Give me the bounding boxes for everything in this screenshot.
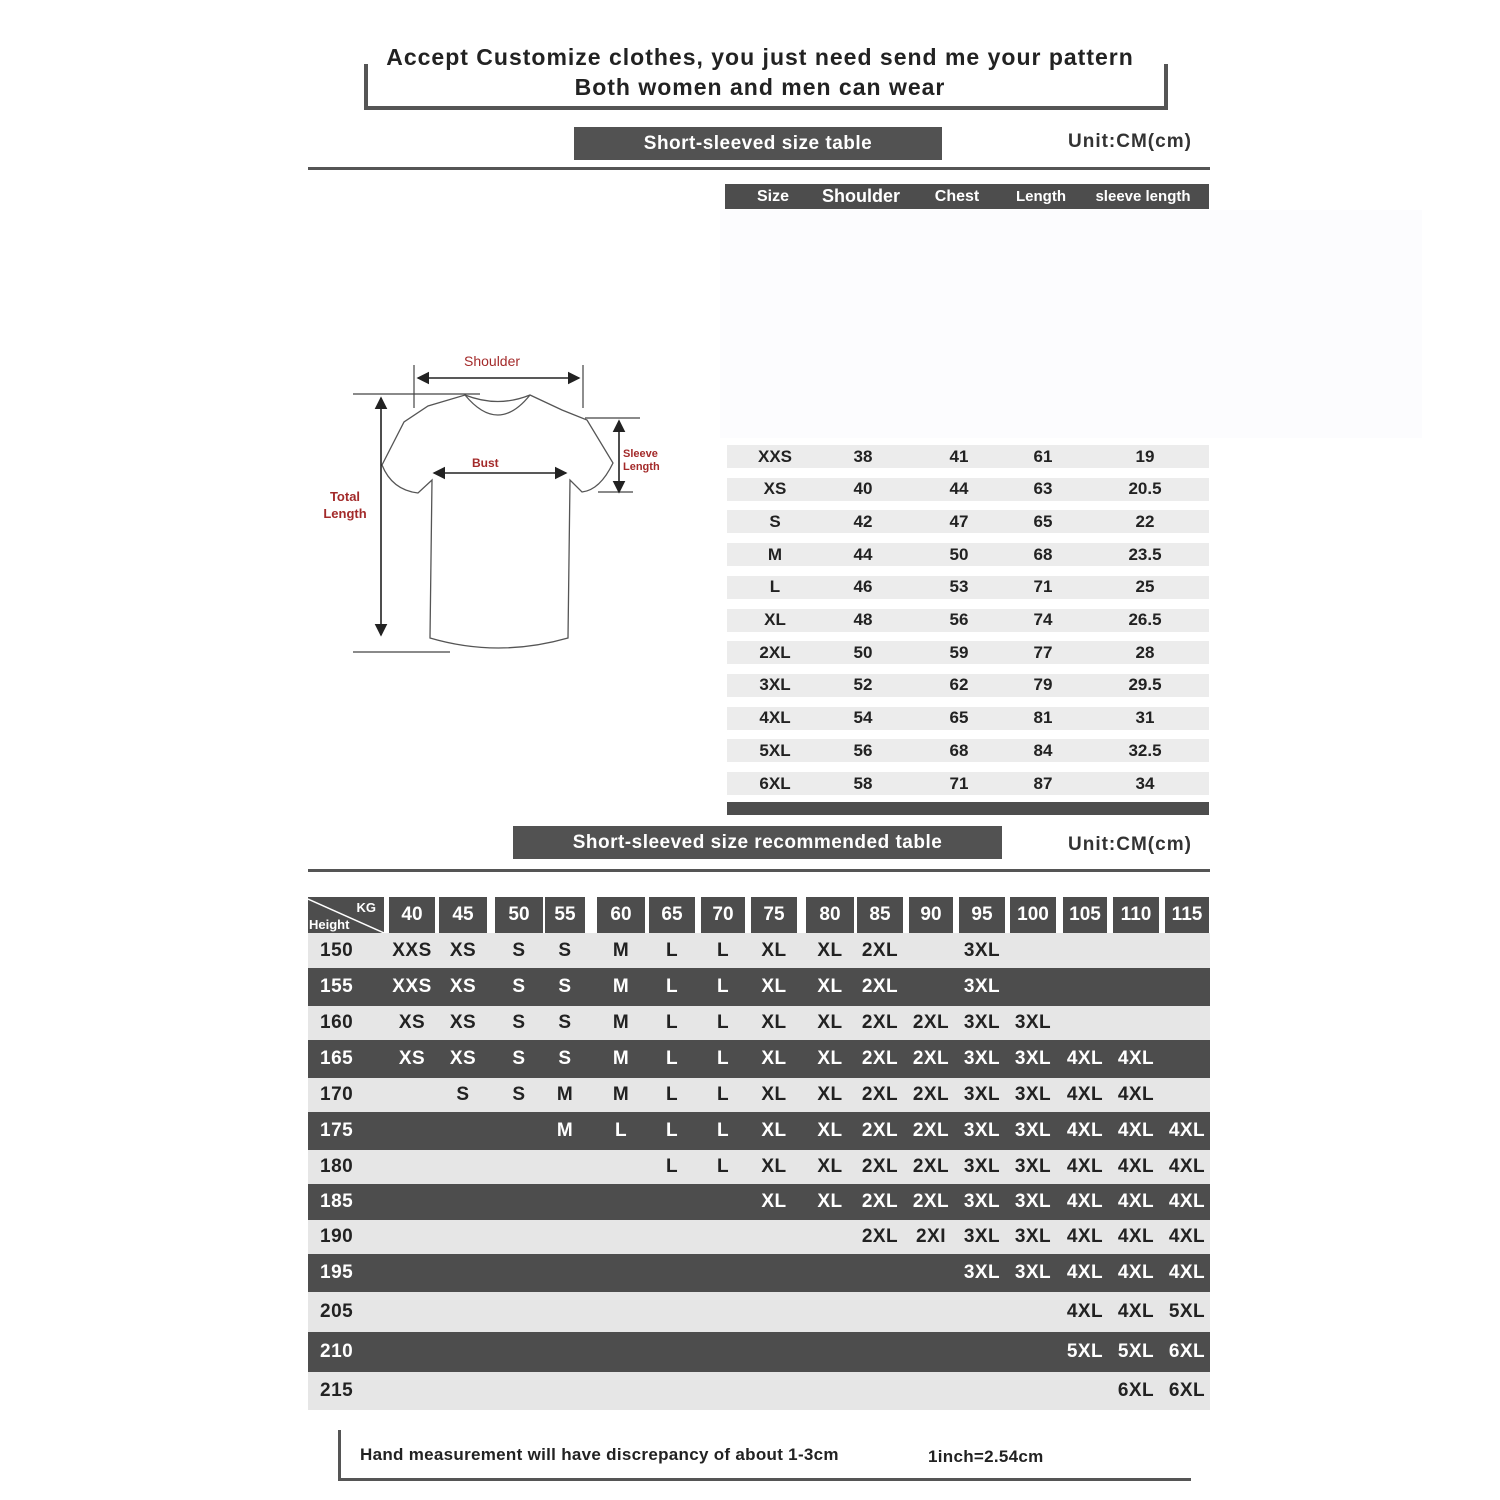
recommended-size-cell: 2XL	[912, 1084, 950, 1105]
recommended-size-cell: 2XL	[861, 1156, 899, 1177]
recommended-size-cell: XL	[817, 976, 843, 997]
row-height-label: 165	[320, 1048, 354, 1069]
diagram-total-length-label	[320, 488, 370, 522]
row-height-label: 155	[320, 976, 354, 997]
size-table-row	[727, 609, 1209, 632]
recommended-size-cell: 3XL	[1014, 1120, 1052, 1141]
recommended-size-cell: 3XL	[963, 1012, 1001, 1033]
recommended-size-cell: 4XL	[1066, 1226, 1104, 1247]
size-cell-size: 5XL	[759, 740, 791, 760]
size-cell-length: 79	[1033, 675, 1053, 695]
size-cell-size: 4XL	[759, 708, 791, 728]
recommended-size-cell: L	[716, 1156, 730, 1177]
recommended-size-cell: 4XL	[1066, 1191, 1104, 1212]
size-cell-chest: 71	[949, 773, 969, 793]
size-cell-length: 63	[1033, 479, 1053, 499]
header-line-2: Both women and men can wear	[574, 74, 946, 100]
recommended-size-cell: L	[665, 939, 679, 961]
recommended-size-cell: 2XL	[861, 1048, 899, 1069]
recommend-table-row	[308, 1184, 1210, 1220]
recommended-size-cell: XL	[817, 1012, 843, 1033]
recommended-size-cell: 4XL	[1066, 1262, 1104, 1283]
size-cell-chest: 65	[949, 708, 969, 728]
size-cell-sleeve: 20.5	[1128, 479, 1162, 499]
recommended-size-cell: 4XL	[1168, 1156, 1206, 1177]
row-height-label: 195	[320, 1262, 354, 1283]
row-height-label: 175	[320, 1120, 354, 1141]
size-table-row	[727, 478, 1209, 501]
size-cell-shoulder: 48	[853, 610, 873, 629]
size-cell-sleeve: 25	[1135, 577, 1155, 597]
recommended-size-cell: 4XL	[1168, 1120, 1206, 1141]
size-table-row	[727, 510, 1209, 533]
size-cell-length: 74	[1033, 610, 1053, 629]
recommended-size-cell: L	[716, 1120, 730, 1141]
recommended-size-cell: 4XL	[1066, 1048, 1104, 1069]
recommended-size-cell: 3XL	[1014, 1012, 1052, 1033]
diagram-sleeve-label	[623, 448, 660, 474]
recommended-size-cell: 2XL	[912, 1120, 950, 1141]
recommended-size-cell: M	[612, 1084, 630, 1105]
size-table-row	[727, 772, 1209, 795]
size-table-row	[727, 641, 1209, 664]
recommended-size-cell: 3XL	[963, 1120, 1001, 1141]
recommended-size-cell: 4XL	[1066, 1120, 1104, 1141]
size-cell-sleeve: 23.5	[1128, 544, 1162, 564]
size-cell-shoulder: 42	[853, 511, 873, 531]
recommended-size-cell: 3XL	[963, 1262, 1001, 1283]
recommended-size-cell: 4XL	[1117, 1262, 1155, 1283]
recommended-size-cell: 3XL	[1014, 1226, 1052, 1247]
size-cell-shoulder: 50	[853, 642, 873, 662]
size-cell-sleeve: 31	[1135, 708, 1155, 728]
recommend-table-row	[308, 1372, 1210, 1410]
recommended-size-cell: XXS	[392, 976, 432, 997]
row-height-label: 185	[320, 1191, 354, 1212]
blank-panel	[720, 210, 1422, 438]
recommended-size-cell: L	[665, 1048, 679, 1069]
recommended-size-cell: XL	[817, 1191, 843, 1212]
recommend-table-unit: Unit:CM(cm)	[1068, 834, 1192, 855]
recommended-size-cell: XL	[761, 1084, 787, 1105]
diagram-total-label-1: Total	[329, 489, 361, 504]
recommend-table-row	[308, 1292, 1210, 1332]
recommended-size-cell: 4XL	[1117, 1301, 1155, 1322]
recommended-size-cell: 3XL	[963, 1191, 1001, 1212]
kg-header-cell: 110	[1113, 897, 1159, 933]
recommended-size-cell: XL	[817, 1048, 843, 1069]
recommended-size-cell: 2XL	[912, 1191, 950, 1212]
kg-header-cell: 70	[701, 897, 745, 933]
recommended-size-cell: M	[556, 1084, 574, 1105]
corner-height-label: Height	[309, 917, 350, 932]
size-cell-chest: 44	[949, 479, 969, 499]
kg-header-cell: 75	[751, 897, 797, 933]
corner-kg-label: KG	[356, 900, 376, 915]
size-table-row	[727, 543, 1209, 566]
size-cell-length: 61	[1033, 446, 1053, 466]
recommended-size-cell: L	[716, 939, 730, 961]
recommended-size-cell: XS	[398, 1048, 426, 1069]
size-cell-length: 68	[1033, 544, 1053, 564]
recommend-table-row	[308, 1006, 1210, 1040]
recommended-size-cell: M	[612, 1012, 630, 1033]
recommend-table-rule	[308, 869, 1210, 872]
recommended-size-cell: 2XL	[861, 1084, 899, 1105]
size-cell-length: 84	[1033, 740, 1053, 760]
size-cell-size: 3XL	[759, 675, 791, 695]
recommended-size-cell: 3XL	[1014, 1191, 1052, 1212]
recommended-size-cell: M	[612, 976, 630, 997]
recommended-size-cell: 4XL	[1117, 1156, 1155, 1177]
size-cell-length: 87	[1033, 773, 1053, 793]
size-cell-shoulder: 52	[853, 675, 873, 695]
recommended-size-cell: L	[716, 1048, 730, 1069]
recommended-size-cell: XL	[761, 976, 787, 997]
recommended-size-cell: L	[665, 976, 679, 997]
recommended-size-cell: 2XL	[912, 1012, 950, 1033]
recommended-size-cell: 4XL	[1168, 1191, 1206, 1212]
row-height-label: 150	[320, 939, 354, 961]
size-table-row	[727, 739, 1209, 762]
kg-header-cell: 80	[806, 897, 854, 933]
recommended-size-cell: M	[612, 1048, 630, 1069]
recommended-size-cell: 3XL	[963, 1156, 1001, 1177]
recommended-size-cell: 2XL	[861, 1191, 899, 1212]
recommended-size-cell: 4XL	[1168, 1226, 1206, 1247]
recommended-size-cell: S	[456, 1084, 470, 1105]
size-cell-size: 2XL	[759, 642, 791, 662]
recommended-size-cell: S	[558, 939, 572, 961]
recommended-size-cell: 2XL	[861, 1226, 899, 1247]
size-table-footer-bar	[727, 802, 1209, 815]
diagram-sleeve-label-1: Sleeve	[623, 448, 658, 460]
recommended-size-cell: XL	[761, 1048, 787, 1069]
recommended-size-cell: L	[665, 1156, 679, 1177]
recommended-size-cell: 3XL	[963, 1048, 1001, 1069]
kg-header-cell: 65	[649, 897, 695, 933]
size-cell-shoulder: 58	[853, 773, 873, 793]
recommended-size-cell: 5XL	[1066, 1341, 1104, 1362]
row-height-label: 170	[320, 1084, 354, 1105]
kg-header-cell: 90	[909, 897, 953, 933]
size-cell-sleeve: 28	[1135, 642, 1155, 662]
recommended-size-cell: 4XL	[1117, 1120, 1155, 1141]
size-cell-length: 81	[1033, 708, 1053, 728]
kg-header-cell: 40	[389, 897, 435, 933]
recommended-size-cell: L	[665, 1012, 679, 1033]
recommended-size-cell: 2XI	[915, 1226, 947, 1247]
size-cell-chest: 56	[949, 610, 969, 629]
kg-header-cell: 100	[1010, 897, 1056, 933]
recommended-size-cell: XS	[449, 976, 477, 997]
recommended-size-cell: 4XL	[1117, 1191, 1155, 1212]
recommended-size-cell: S	[512, 939, 526, 961]
recommended-size-cell: L	[614, 1120, 628, 1141]
recommended-size-cell: 3XL	[1014, 1156, 1052, 1177]
size-cell-sleeve: 19	[1135, 446, 1155, 466]
col-chest: Chest	[934, 187, 980, 205]
row-height-label: 215	[320, 1380, 354, 1401]
col-size: Size	[756, 187, 789, 205]
size-table-row	[727, 445, 1209, 468]
diagram-sleeve-label-2: Length	[623, 461, 660, 473]
size-cell-shoulder: 40	[853, 479, 873, 499]
recommend-table-row	[308, 1150, 1210, 1184]
kg-header-cell: 55	[545, 897, 585, 933]
recommended-size-cell: M	[612, 939, 630, 961]
recommended-size-cell: S	[512, 1084, 526, 1105]
size-table-row	[727, 576, 1209, 599]
recommended-size-cell: 4XL	[1066, 1084, 1104, 1105]
recommend-table-row	[308, 1112, 1210, 1150]
size-table-row	[727, 674, 1209, 697]
recommend-table-row	[308, 1078, 1210, 1112]
size-cell-chest: 47	[949, 511, 969, 531]
recommended-size-cell: XS	[449, 1048, 477, 1069]
recommended-size-cell: XL	[761, 1191, 787, 1212]
size-cell-sleeve: 29.5	[1128, 675, 1162, 695]
diagram-shoulder-label: Shoulder	[464, 353, 521, 369]
footer-conversion: 1inch=2.54cm	[928, 1447, 1044, 1466]
recommend-table-banner: Short-sleeved size recommended table	[513, 826, 1002, 859]
row-height-label: 160	[320, 1012, 354, 1033]
tshirt-outline	[382, 395, 613, 648]
header-line-1: Accept Customize clothes, you just need send me your pattern	[386, 44, 1134, 70]
recommended-size-cell: 4XL	[1117, 1226, 1155, 1247]
recommended-size-cell: 2XL	[912, 1156, 950, 1177]
size-cell-size: M	[767, 544, 783, 564]
recommend-table-corner	[308, 897, 384, 933]
recommend-table-row	[308, 1040, 1210, 1078]
recommended-size-cell: S	[512, 1012, 526, 1033]
recommended-size-cell: 4XL	[1117, 1048, 1155, 1069]
recommended-size-cell: S	[512, 976, 526, 997]
recommended-size-cell: S	[558, 1048, 572, 1069]
recommend-table-row	[308, 933, 1210, 968]
kg-header-cell: 105	[1063, 897, 1107, 933]
recommended-size-cell: XL	[761, 939, 787, 961]
recommended-size-cell: 3XL	[1014, 1262, 1052, 1283]
recommend-table-row	[308, 968, 1210, 1006]
kg-header-cell: 45	[439, 897, 487, 933]
size-cell-chest: 68	[949, 740, 969, 760]
kg-header-cell: 85	[857, 897, 903, 933]
recommended-size-cell: L	[665, 1084, 679, 1105]
recommended-size-cell: XL	[817, 939, 843, 961]
recommended-size-cell: 3XL	[963, 1084, 1001, 1105]
size-table-rule	[308, 167, 1210, 170]
size-cell-shoulder: 56	[853, 740, 873, 760]
col-length: Length	[1016, 188, 1066, 205]
recommend-table-row	[308, 1332, 1210, 1372]
size-cell-sleeve: 22	[1135, 511, 1155, 531]
diagram-bust-label: Bust	[472, 456, 499, 470]
row-height-label: 205	[320, 1301, 354, 1322]
diagram-total-label-2: Length	[323, 506, 367, 521]
kg-header-cell: 60	[597, 897, 645, 933]
recommended-size-cell: XL	[761, 1120, 787, 1141]
recommended-size-cell: L	[716, 1084, 730, 1105]
row-height-label: 190	[320, 1226, 354, 1247]
recommend-table-row	[308, 1254, 1210, 1292]
recommended-size-cell: XL	[817, 1156, 843, 1177]
col-shoulder: Shoulder	[821, 186, 900, 206]
recommended-size-cell: 3XL	[963, 939, 1001, 961]
kg-header-cell: 115	[1165, 897, 1209, 933]
size-cell-shoulder: 44	[853, 544, 873, 564]
recommended-size-cell: 4XL	[1117, 1084, 1155, 1105]
size-table-header	[725, 184, 1209, 209]
recommended-size-cell: 6XL	[1168, 1380, 1206, 1401]
size-cell-size: S	[769, 511, 781, 531]
size-cell-chest: 53	[949, 577, 969, 597]
size-table-unit: Unit:CM(cm)	[1068, 131, 1192, 152]
size-cell-size: XS	[763, 479, 787, 499]
recommended-size-cell: 4XL	[1066, 1301, 1104, 1322]
recommended-size-cell: 3XL	[1014, 1048, 1052, 1069]
size-cell-length: 65	[1033, 511, 1053, 531]
recommended-size-cell: 5XL	[1117, 1341, 1155, 1362]
size-cell-sleeve: 34	[1135, 773, 1155, 793]
recommended-size-cell: 3XL	[1014, 1084, 1052, 1105]
recommended-size-cell: XS	[449, 939, 477, 961]
recommend-table-row	[308, 1220, 1210, 1254]
recommended-size-cell: XS	[449, 1012, 477, 1033]
kg-header-cell: 95	[959, 897, 1005, 933]
recommended-size-cell: M	[556, 1120, 574, 1141]
recommended-size-cell: 6XL	[1168, 1341, 1206, 1362]
recommended-size-cell: 6XL	[1117, 1380, 1155, 1401]
recommended-size-cell: XL	[817, 1120, 843, 1141]
recommended-size-cell: 2XL	[912, 1048, 950, 1069]
recommended-size-cell: L	[716, 1012, 730, 1033]
size-cell-chest: 59	[949, 642, 969, 662]
recommended-size-cell: S	[558, 1012, 572, 1033]
row-height-label: 210	[320, 1341, 354, 1362]
size-table-banner: Short-sleeved size table	[574, 127, 942, 160]
recommended-size-cell: XL	[761, 1012, 787, 1033]
recommended-size-cell: XS	[398, 1012, 426, 1033]
size-cell-chest: 50	[949, 544, 969, 564]
recommended-size-cell: 2XL	[861, 939, 899, 961]
recommended-size-cell: L	[716, 976, 730, 997]
kg-header-cell: 50	[495, 897, 543, 933]
recommended-size-cell: 2XL	[861, 976, 899, 997]
size-cell-sleeve: 26.5	[1128, 610, 1162, 629]
size-cell-chest: 41	[949, 446, 969, 466]
size-cell-shoulder: 54	[853, 708, 873, 728]
recommended-size-cell: 4XL	[1168, 1262, 1206, 1283]
size-cell-size: L	[769, 577, 781, 597]
recommended-size-cell: 2XL	[861, 1012, 899, 1033]
size-cell-length: 77	[1033, 642, 1053, 662]
recommended-size-cell: XL	[817, 1084, 843, 1105]
recommended-size-cell: 3XL	[963, 976, 1001, 997]
size-cell-shoulder: 46	[853, 577, 873, 597]
recommended-size-cell: XXS	[392, 939, 432, 961]
size-cell-size: XL	[764, 610, 786, 629]
size-cell-chest: 62	[949, 675, 969, 695]
size-table-row	[727, 707, 1209, 730]
row-height-label: 180	[320, 1156, 354, 1177]
size-cell-sleeve: 32.5	[1128, 740, 1162, 760]
size-cell-shoulder: 38	[853, 446, 873, 466]
recommended-size-cell: L	[665, 1120, 679, 1141]
col-sleeve-length: sleeve length	[1095, 188, 1191, 205]
size-cell-size: XXS	[757, 446, 793, 466]
recommended-size-cell: S	[558, 976, 572, 997]
size-cell-length: 71	[1033, 577, 1053, 597]
recommended-size-cell: XL	[761, 1156, 787, 1177]
footer-note: Hand measurement will have discrepancy of about 1-3cm	[360, 1445, 839, 1464]
recommended-size-cell: 2XL	[861, 1120, 899, 1141]
recommended-size-cell: 5XL	[1168, 1301, 1206, 1322]
recommended-size-cell: 4XL	[1066, 1156, 1104, 1177]
recommended-size-cell: 3XL	[963, 1226, 1001, 1247]
size-cell-size: 6XL	[759, 773, 791, 793]
recommended-size-cell: S	[512, 1048, 526, 1069]
